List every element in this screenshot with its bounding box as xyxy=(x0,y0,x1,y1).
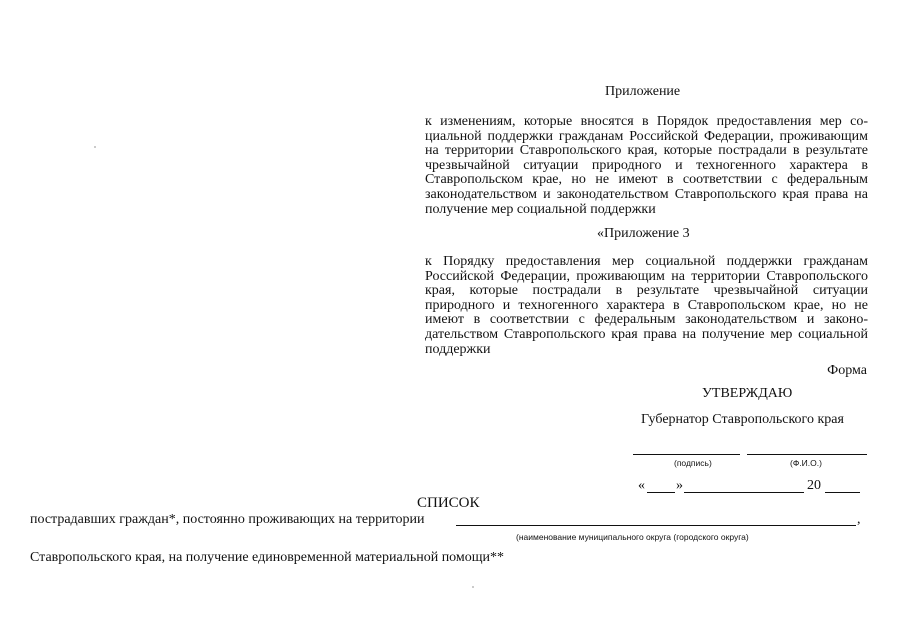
appendix-text: к изменениям, которые вносятся в Порядок предоставления мер социальной поддержки гражданам Российской Федерации, проживающим на территории Ставропольского края, которые пострадали в результате чрезвычайной ситуации природного и техногенного характера в Ставропольском крае, но не имеют в соответствии с федеральным законодательством и законодательством Ставропольского края права на получение мер социальной поддержки xyxy=(425,114,868,217)
scan-speck xyxy=(94,146,96,148)
appendix-heading: Приложение xyxy=(605,84,681,99)
date-month-line xyxy=(684,492,804,493)
date-year-prefix: 20 xyxy=(807,478,821,493)
municipality-caption: (наименование муниципального округа (городского округа) xyxy=(516,532,749,542)
list-line2: Ставропольского края, на получение единовременной материальной помощи** xyxy=(30,550,505,565)
name-caption: (Ф.И.О.) xyxy=(790,458,822,468)
scan-speck xyxy=(472,586,474,588)
list-title: СПИСОК xyxy=(417,495,480,511)
list-line1: пострадавших граждан*, постоянно проживающих на территории xyxy=(30,512,425,527)
signature-line xyxy=(633,454,740,455)
form-label: Форма xyxy=(827,363,867,378)
name-line xyxy=(747,454,867,455)
municipality-line xyxy=(456,525,856,526)
date-open-quote: « xyxy=(638,478,645,493)
approve-heading: УТВЕРЖДАЮ xyxy=(702,386,793,401)
date-day-line xyxy=(647,492,675,493)
date-close-quote: » xyxy=(676,478,683,493)
list-line1-end: , xyxy=(857,512,861,527)
date-year-line xyxy=(825,492,860,493)
appendix3-text: к Порядку предоставления мер социальной поддержки гражданам Российской Федерации, проживающим на территории Ставропольского края, которые пострадали в результате чрезвычайной ситуации природного и техногенного характера в Ставропольском крае, но не имеют в соответствии с федеральным законодательством и законодательством Ставропольского края права на получение мер социальной поддержки xyxy=(425,254,868,357)
governor-title: Губернатор Ставропольского края xyxy=(641,412,844,427)
signature-caption: (подпись) xyxy=(674,458,712,468)
appendix3-heading: «Приложение 3 xyxy=(597,226,690,241)
